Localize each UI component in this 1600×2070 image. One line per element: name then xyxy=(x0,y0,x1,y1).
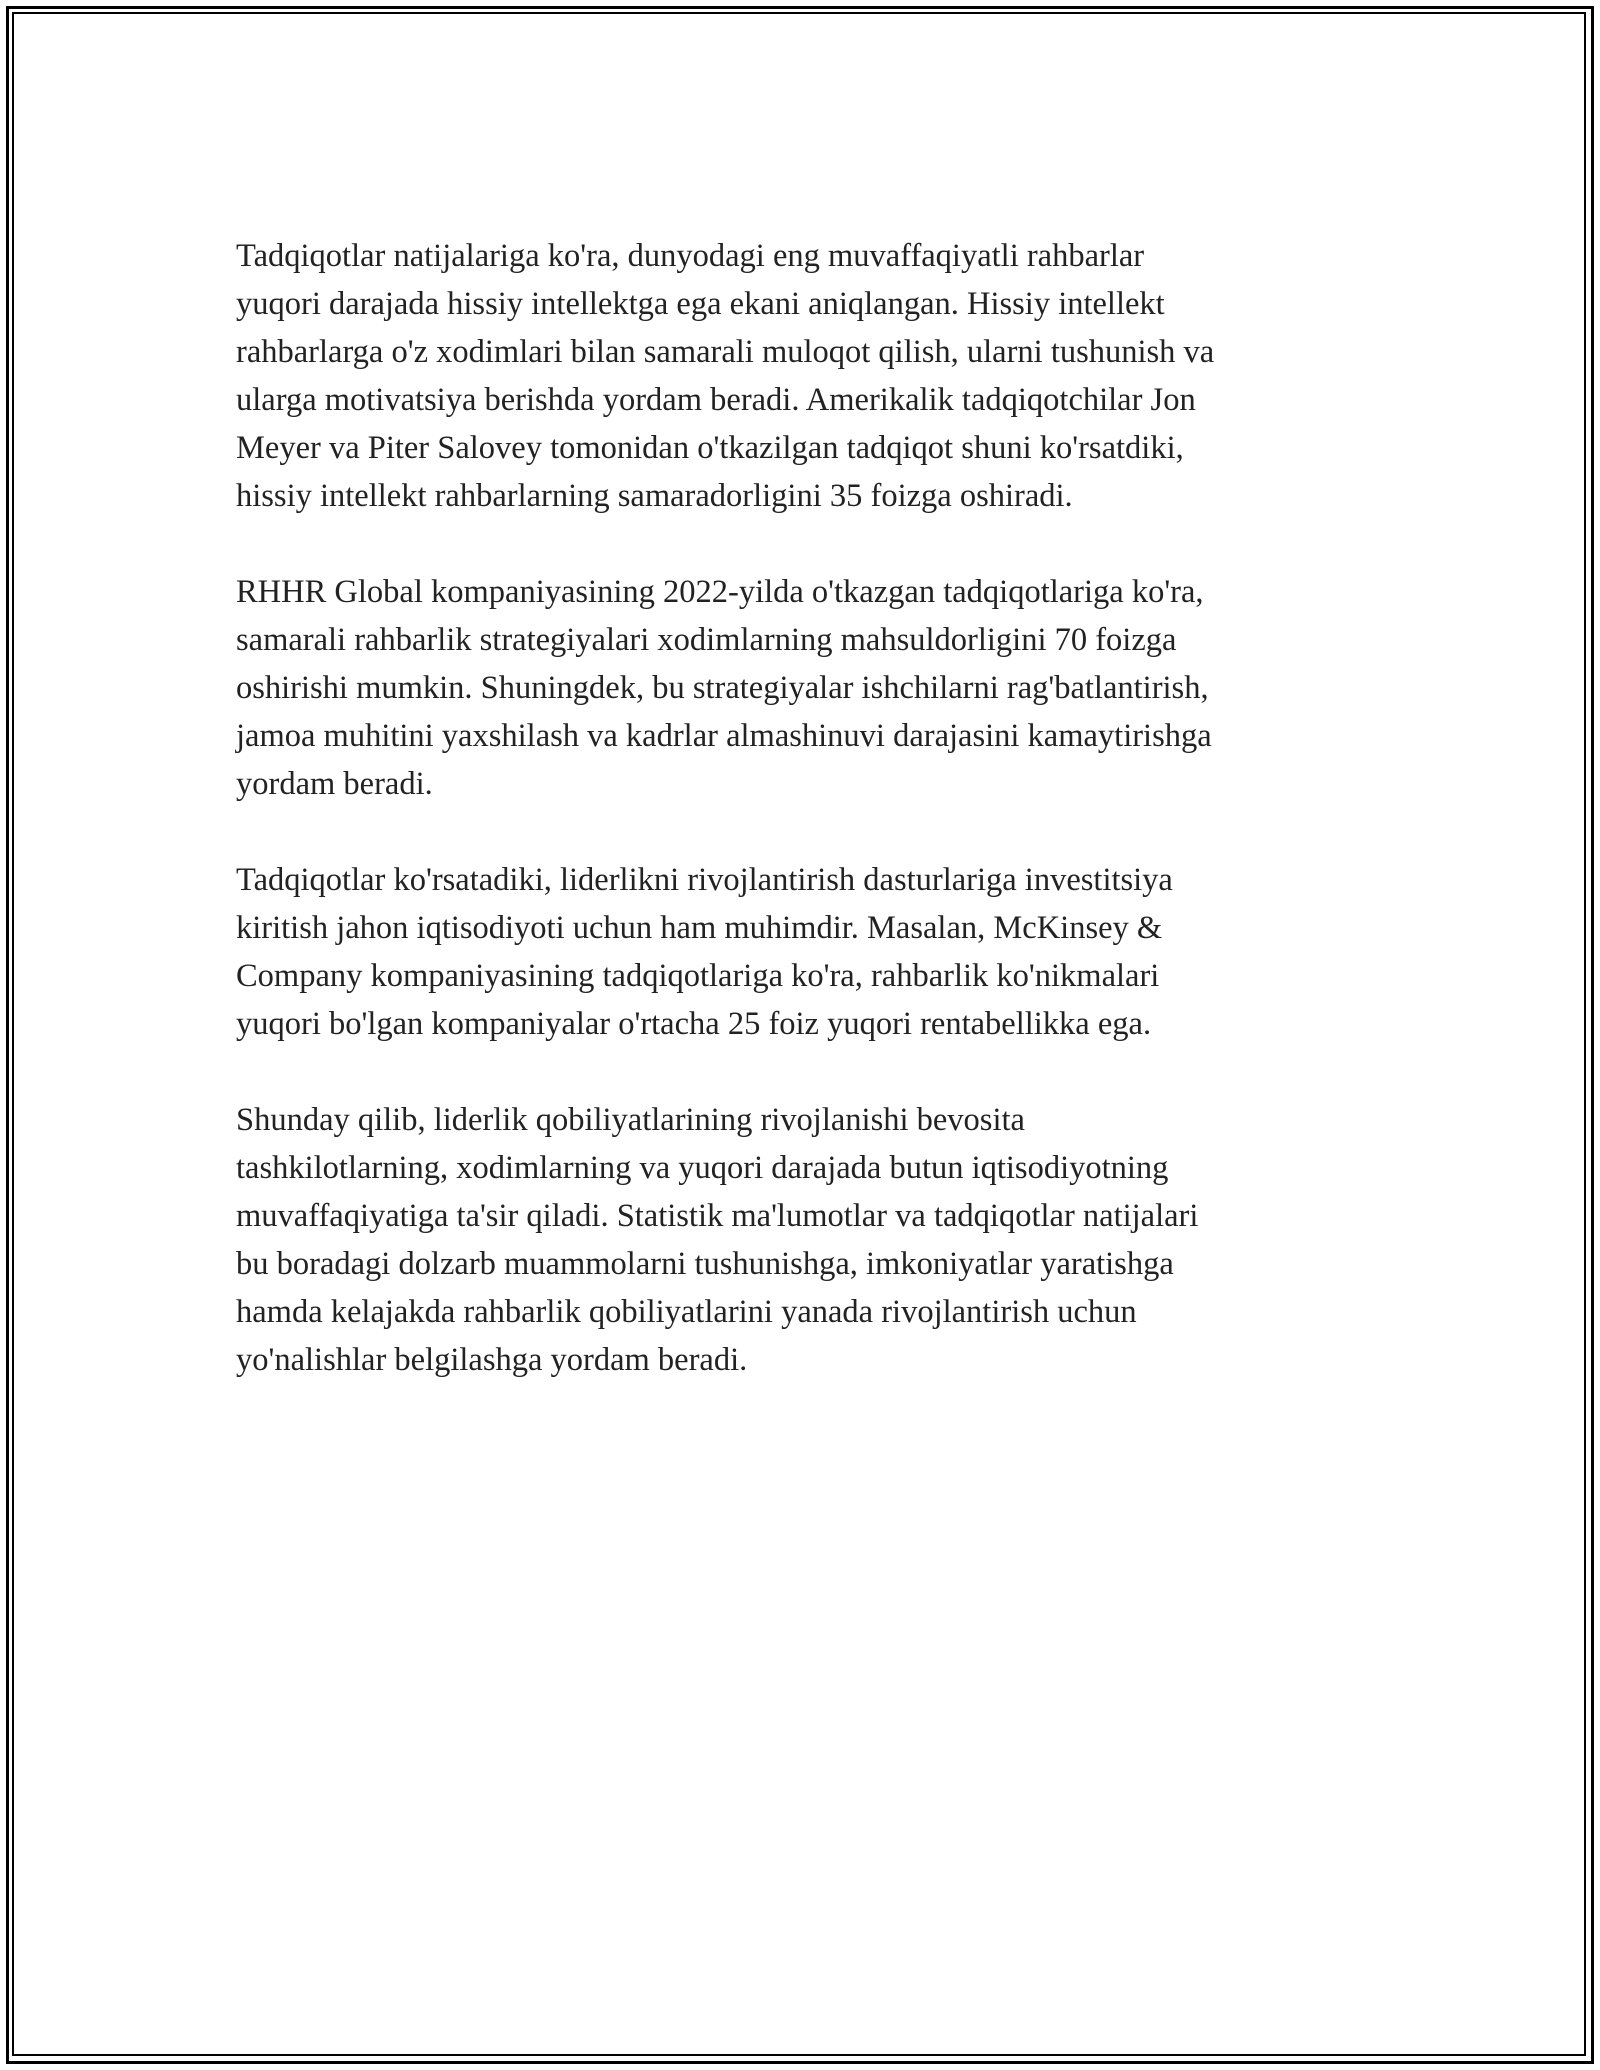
text-line: hissiy intellekt rahbarlarning samaradorligini 35 foizga oshiradi. xyxy=(236,478,1073,514)
text-line: jamoa muhitini yaxshilash va kadrlar almashinuvi darajasini kamaytirishga xyxy=(236,718,1212,754)
paragraph-1 xyxy=(236,232,1366,520)
text-line: ularga motivatsiya berishda yordam beradi. Amerikalik tadqiqotchilar Jon xyxy=(236,382,1196,418)
paragraph-2 xyxy=(236,568,1366,808)
text-line: hamda kelajakda rahbarlik qobiliyatlarini yanada rivojlantirish uchun xyxy=(236,1294,1137,1330)
document-body xyxy=(236,232,1366,1432)
text-line: yo'nalishlar belgilashga yordam beradi. xyxy=(236,1342,748,1378)
text-line: bu boradagi dolzarb muammolarni tushunishga, imkoniyatlar yaratishga xyxy=(236,1246,1174,1282)
text-line: Meyer va Piter Salovey tomonidan o'tkazilgan tadqiqot shuni ko'rsatdiki, xyxy=(236,430,1184,466)
text-line: yordam beradi. xyxy=(236,766,433,802)
text-line: Tadqiqotlar natijalariga ko'ra, dunyodagi eng muvaffaqiyatli rahbarlar xyxy=(236,238,1145,274)
text-line: Tadqiqotlar ko'rsatadiki, liderlikni rivojlantirish dasturlariga investitsiya xyxy=(236,862,1173,898)
text-line: Company kompaniyasining tadqiqotlariga ko'ra, rahbarlik ko'nikmalari xyxy=(236,958,1160,994)
text-line: kiritish jahon iqtisodiyoti uchun ham muhimdir. Masalan, McKinsey & xyxy=(236,910,1163,946)
text-line: RHHR Global kompaniyasining 2022-yilda o'tkazgan tadqiqotlariga ko'ra, xyxy=(236,574,1204,610)
paragraph-4 xyxy=(236,1096,1366,1384)
text-line: tashkilotlarning, xodimlarning va yuqori darajada butun iqtisodiyotning xyxy=(236,1150,1169,1186)
text-line: Shunday qilib, liderlik qobiliyatlarining rivojlanishi bevosita xyxy=(236,1102,1025,1138)
text-line: yuqori darajada hissiy intellektga ega ekani aniqlangan. Hissiy intellekt xyxy=(236,286,1165,322)
text-line: samarali rahbarlik strategiyalari xodimlarning mahsuldorligini 70 foizga xyxy=(236,622,1177,658)
text-line: rahbarlarga o'z xodimlari bilan samarali muloqot qilish, ularni tushunish va xyxy=(236,334,1215,370)
text-line: yuqori bo'lgan kompaniyalar o'rtacha 25 foiz yuqori rentabellikka ega. xyxy=(236,1006,1152,1042)
paragraph-3 xyxy=(236,856,1366,1048)
text-line: oshirishi mumkin. Shuningdek, bu strategiyalar ishchilarni rag'batlantirish, xyxy=(236,670,1209,706)
text-line: muvaffaqiyatiga ta'sir qiladi. Statistik ma'lumotlar va tadqiqotlar natijalari xyxy=(236,1198,1199,1234)
